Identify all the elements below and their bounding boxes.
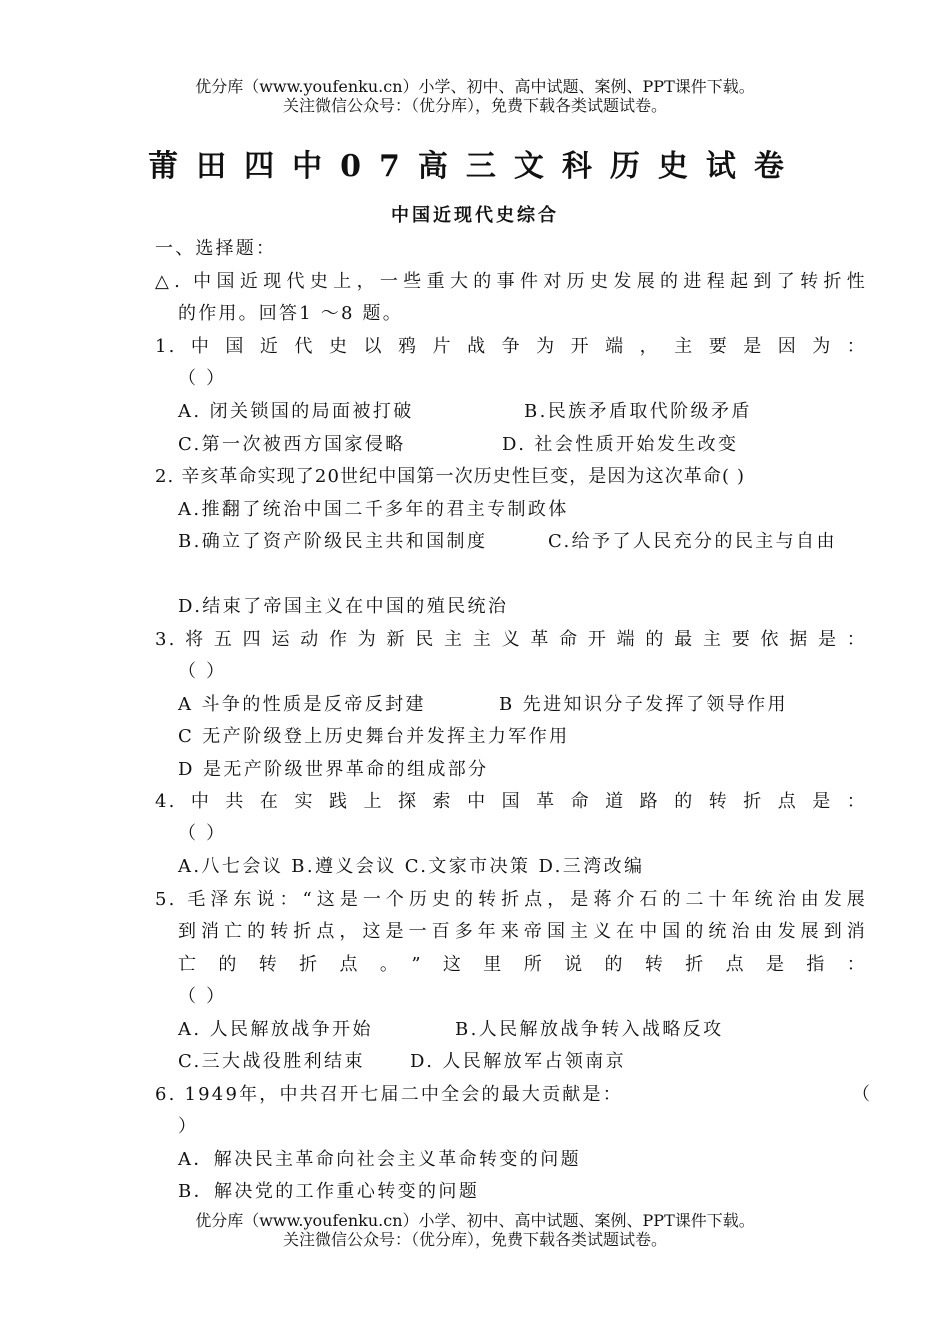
intro-line-1: △. 中国近现代史上，一些重大的事件对历史发展的进程起到了转折性 — [155, 271, 867, 292]
question-4-answer-paren: （ ） — [178, 823, 227, 844]
question-1-option-a: A. 闭关锁国的局面被打破 — [178, 401, 414, 422]
question-5-line-3: 亡的转折点。”这里所说的转折点是指： — [178, 954, 867, 975]
question-2-option-d: D.结束了帝国主义在中国的殖民统治 — [178, 596, 509, 617]
question-6-stem: 6. 1949年，中共召开七届二中全会的最大贡献是： — [155, 1084, 623, 1105]
question-2-option-b: B.确立了资产阶级民主共和国制度 — [178, 531, 488, 552]
section-heading: 一、选择题： — [155, 238, 277, 259]
question-5-option-c: C.三大战役胜利结束 — [178, 1051, 365, 1072]
question-3-option-d: D 是无产阶级世界革命的组成部分 — [178, 759, 489, 780]
question-1-answer-paren: （ ） — [178, 368, 227, 389]
question-5-line-2: 到消亡的转折点，这是一百多年来帝国主义在中国的统治由发展到消 — [178, 921, 867, 942]
footer-line-1: 优分库（www.youfenku.cn）小学、初中、高中试题、案例、PPT课件下载。 — [195, 1211, 755, 1230]
question-3-answer-paren: （ ） — [178, 661, 227, 682]
question-5-option-a: A. 人民解放战争开始 — [178, 1019, 373, 1040]
header-line-2: 关注微信公众号：（优分库），免费下载各类试题试卷。 — [282, 96, 667, 115]
question-3-option-c: C 无产阶级登上历史舞台并发挥主力军作用 — [178, 726, 570, 747]
question-6-paren-open: （ — [852, 1084, 873, 1105]
question-1-option-b: B.民族矛盾取代阶级矛盾 — [524, 401, 752, 422]
question-3-stem: 3.将五四运动作为新民主主义革命开端的最主要依据是： — [155, 629, 867, 650]
question-3-option-b: B 先进知识分子发挥了领导作用 — [499, 694, 788, 715]
question-6-option-a: A．解决民主革命向社会主义革命转变的问题 — [178, 1149, 581, 1170]
question-1-option-d: D. 社会性质开始发生改变 — [502, 434, 739, 455]
question-4-stem: 4.中共在实践上探索中国革命道路的转折点是： — [155, 791, 867, 812]
question-5-option-d: D. 人民解放军占领南京 — [410, 1051, 627, 1072]
question-6-paren-close: ） — [178, 1116, 199, 1137]
question-2-option-a: A.推翻了统治中国二千多年的君主专制政体 — [178, 499, 569, 520]
question-1-stem: 1.中国近代史以鸦片战争为开端，主要是因为： — [155, 336, 867, 357]
header-line-1: 优分库（www.youfenku.cn）小学、初中、高中试题、案例、PPT课件下载。 — [195, 77, 755, 96]
question-2-option-c: C.给予了人民充分的民主与自由 — [548, 531, 837, 552]
question-6-option-b: B．解决党的工作重心转变的问题 — [178, 1181, 480, 1202]
question-2-stem: 2. 辛亥革命实现了20世纪中国第一次历史性巨变，是因为这次革命( ) — [155, 466, 746, 487]
intro-line-2: 的作用。回答1 ～8 题。 — [178, 303, 403, 324]
page-header — [0, 77, 950, 115]
question-3-option-a: A 斗争的性质是反帝反封建 — [178, 694, 426, 715]
question-5-answer-paren: （ ） — [178, 986, 227, 1007]
question-5-option-b: B.人民解放战争转入战略反攻 — [455, 1019, 724, 1040]
question-5-line-1: 5. 毛泽东说：“这是一个历史的转折点，是蒋介石的二十年统治由发展 — [155, 889, 867, 910]
question-1-option-c: C.第一次被西方国家侵略 — [178, 434, 406, 455]
page-footer — [0, 1211, 950, 1249]
exam-subtitle: 中国近现代史综合 — [391, 205, 559, 226]
footer-line-2: 关注微信公众号：（优分库），免费下载各类试题试卷。 — [282, 1230, 667, 1249]
question-4-options: A.八七会议 B.遵义会议 C.文家市决策 D.三湾改编 — [178, 856, 645, 877]
exam-title: 莆田四中07高三文科历史试卷 — [148, 149, 802, 184]
